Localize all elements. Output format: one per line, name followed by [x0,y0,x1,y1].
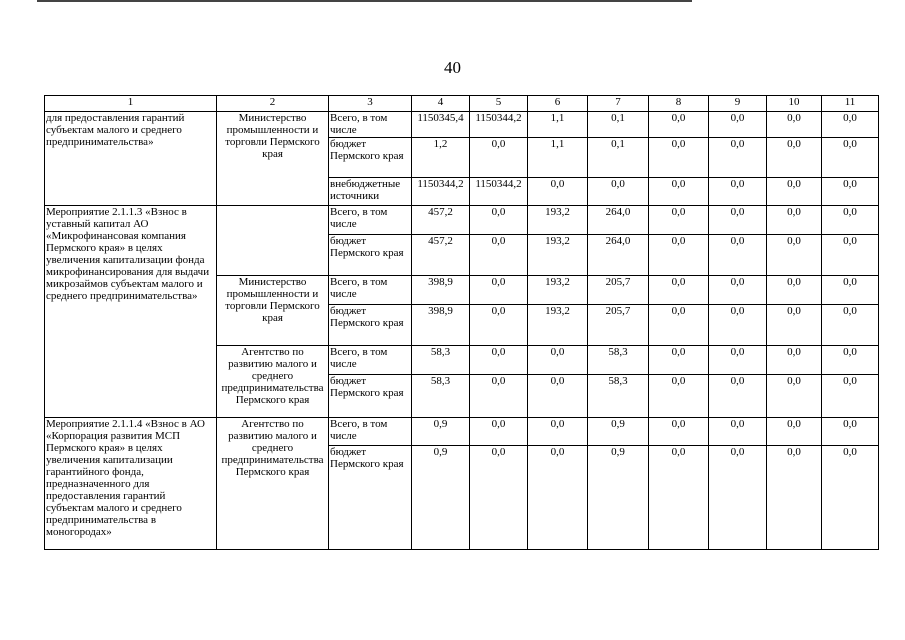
top-border-line [37,0,692,2]
value-cell: 0,0 [470,418,528,446]
table-row [45,418,879,446]
value-cell: 58,3 [588,346,649,375]
value-cell: 398,9 [412,276,470,305]
source-cell: бюджет Пермского края [329,305,412,346]
value-cell: 0,0 [822,446,879,550]
source-cell: Всего, в том числе [329,206,412,235]
value-cell: 0,0 [822,276,879,305]
executor-cell: Агентство по развитию малого и среднего предпринимательства Пермского края [217,346,329,418]
value-cell: 0,0 [649,138,709,178]
value-cell: 193,2 [528,305,588,346]
value-cell: 264,0 [588,235,649,276]
value-cell: 0,0 [767,138,822,178]
executor-cell [217,206,329,276]
value-cell: 205,7 [588,276,649,305]
value-cell: 0,0 [767,346,822,375]
executor-cell: Министерство промышленности и торговли Пермского края [217,276,329,346]
value-cell: 0,0 [767,276,822,305]
value-cell: 0,0 [649,375,709,418]
value-cell: 0,0 [649,206,709,235]
value-cell: 0,0 [767,446,822,550]
value-cell: 58,3 [412,375,470,418]
value-cell: 0,0 [822,305,879,346]
header-row [45,96,879,112]
column-header: 5 [470,96,528,112]
page-number: 40 [444,58,461,77]
value-cell: 0,0 [709,276,767,305]
value-cell: 0,0 [767,375,822,418]
value-cell: 1,2 [412,138,470,178]
source-cell: бюджет Пермского края [329,375,412,418]
source-cell: Всего, в том числе [329,112,412,138]
value-cell: 0,0 [767,418,822,446]
value-cell: 0,0 [709,138,767,178]
value-cell: 0,0 [709,375,767,418]
value-cell: 0,0 [709,346,767,375]
value-cell: 0,9 [412,418,470,446]
value-cell: 1150345,4 [412,112,470,138]
value-cell: 0,0 [470,138,528,178]
value-cell: 0,0 [528,346,588,375]
value-cell: 0,0 [470,305,528,346]
value-cell: 0,0 [709,446,767,550]
value-cell: 0,0 [709,235,767,276]
value-cell: 205,7 [588,305,649,346]
value-cell: 0,0 [470,206,528,235]
value-cell: 0,0 [649,418,709,446]
value-cell: 0,0 [822,178,879,206]
value-cell: 0,1 [588,112,649,138]
source-cell: внебюджетные источники [329,178,412,206]
table-row [45,112,879,138]
value-cell: 0,0 [649,235,709,276]
value-cell: 0,0 [767,206,822,235]
column-header: 8 [649,96,709,112]
value-cell: 0,1 [588,138,649,178]
value-cell: 0,9 [588,446,649,550]
value-cell: 264,0 [588,206,649,235]
value-cell: 0,0 [822,346,879,375]
column-header: 2 [217,96,329,112]
value-cell: 0,0 [470,375,528,418]
table-row [45,206,879,235]
column-header: 10 [767,96,822,112]
value-cell: 0,0 [649,305,709,346]
value-cell: 0,0 [470,346,528,375]
value-cell: 1150344,2 [470,178,528,206]
value-cell: 0,0 [767,235,822,276]
value-cell: 0,0 [649,446,709,550]
value-cell: 0,9 [588,418,649,446]
source-cell: Всего, в том числе [329,276,412,305]
activity-cell: Мероприятие 2.1.1.3 «Взнос в уставный капитал АО «Микрофинансовая компания Пермского края» в целях увеличения капитализации фонда микрофинансирования для выдачи микрозаймов субъектам малого и среднего предпринимательства» [45,206,217,418]
value-cell: 0,0 [822,206,879,235]
value-cell: 1,1 [528,112,588,138]
value-cell: 1,1 [528,138,588,178]
activity-cell: для предоставления гарантий субъектам малого и среднего предпринимательства» [45,112,217,206]
value-cell: 1150344,2 [470,112,528,138]
column-header: 9 [709,96,767,112]
value-cell: 0,0 [470,276,528,305]
budget-table [44,95,879,550]
value-cell: 0,0 [767,178,822,206]
value-cell: 0,0 [709,418,767,446]
column-header: 7 [588,96,649,112]
value-cell: 193,2 [528,206,588,235]
value-cell: 0,9 [412,446,470,550]
value-cell: 0,0 [822,418,879,446]
column-header: 3 [329,96,412,112]
value-cell: 0,0 [709,206,767,235]
value-cell: 0,0 [709,305,767,346]
value-cell: 1150344,2 [412,178,470,206]
column-header: 1 [45,96,217,112]
source-cell: Всего, в том числе [329,418,412,446]
value-cell: 0,0 [709,178,767,206]
source-cell: бюджет Пермского края [329,446,412,550]
value-cell: 0,0 [767,305,822,346]
value-cell: 0,0 [822,375,879,418]
value-cell: 0,0 [649,276,709,305]
column-header: 4 [412,96,470,112]
value-cell: 0,0 [822,235,879,276]
column-header: 11 [822,96,879,112]
value-cell: 0,0 [709,112,767,138]
value-cell: 0,0 [767,112,822,138]
value-cell: 0,0 [649,112,709,138]
value-cell: 0,0 [822,138,879,178]
executor-cell: Агентство по развитию малого и среднего предпринимательства Пермского края [217,418,329,550]
column-header: 6 [528,96,588,112]
value-cell: 0,0 [649,178,709,206]
value-cell: 0,0 [528,375,588,418]
value-cell: 0,0 [588,178,649,206]
value-cell: 193,2 [528,235,588,276]
value-cell: 0,0 [649,346,709,375]
source-cell: Всего, в том числе [329,346,412,375]
value-cell: 0,0 [470,446,528,550]
value-cell: 457,2 [412,206,470,235]
value-cell: 398,9 [412,305,470,346]
value-cell: 0,0 [528,418,588,446]
source-cell: бюджет Пермского края [329,235,412,276]
value-cell: 0,0 [822,112,879,138]
executor-cell: Министерство промышленности и торговли Пермского края [217,112,329,206]
value-cell: 0,0 [528,446,588,550]
source-cell: бюджет Пермского края [329,138,412,178]
value-cell: 58,3 [588,375,649,418]
value-cell: 457,2 [412,235,470,276]
value-cell: 0,0 [528,178,588,206]
activity-cell: Мероприятие 2.1.1.4 «Взнос в АО «Корпорация развития МСП Пермского края» в целях увеличения капитализации гарантийного фонда, предназначенного для предоставления гарантий субъектам малого и среднего предпринимательства в моногородах» [45,418,217,550]
value-cell: 58,3 [412,346,470,375]
value-cell: 0,0 [470,235,528,276]
value-cell: 193,2 [528,276,588,305]
